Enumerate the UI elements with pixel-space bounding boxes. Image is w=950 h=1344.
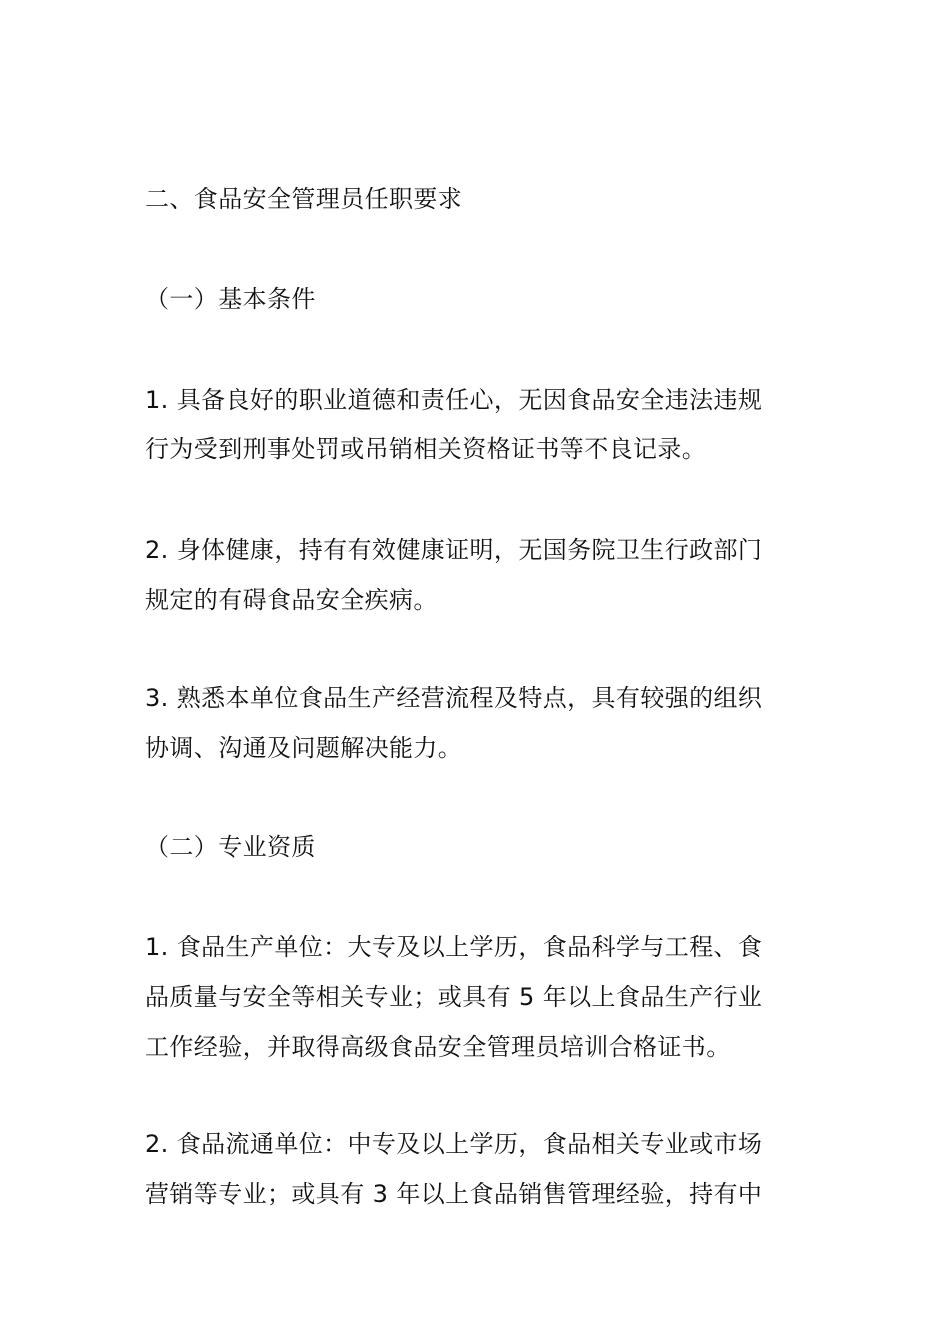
paragraph-line: 2. 食品流通单位：中专及以上学历，食品相关专业或市场 <box>145 1130 763 1158</box>
paragraph-line: 规定的有碍食品安全疾病。 <box>145 586 438 614</box>
paragraph-line: 1. 具备良好的职业道德和责任心，无因食品安全违法违规 <box>145 386 763 414</box>
paragraph-line: 2. 身体健康，持有有效健康证明，无国务院卫生行政部门 <box>145 536 763 564</box>
paragraph-line: 1. 食品生产单位：大专及以上学历，食品科学与工程、食 <box>145 933 763 961</box>
subsection-title-qualifications: （二）专业资质 <box>145 833 316 861</box>
subsection-title-basic-conditions: （一）基本条件 <box>145 285 316 313</box>
section-heading: 二、食品安全管理员任职要求 <box>145 185 463 213</box>
paragraph-line: 品质量与安全等相关专业；或具有 5 年以上食品生产行业 <box>145 983 763 1011</box>
paragraph-line: 营销等专业；或具有 3 年以上食品销售管理经验，持有中 <box>145 1180 763 1208</box>
paragraph-line: 行为受到刑事处罚或吊销相关资格证书等不良记录。 <box>145 435 707 463</box>
paragraph-line: 协调、沟通及问题解决能力。 <box>145 734 463 762</box>
paragraph-line: 工作经验，并取得高级食品安全管理员培训合格证书。 <box>145 1033 731 1061</box>
paragraph-line: 3. 熟悉本单位食品生产经营流程及特点，具有较强的组织 <box>145 684 763 712</box>
